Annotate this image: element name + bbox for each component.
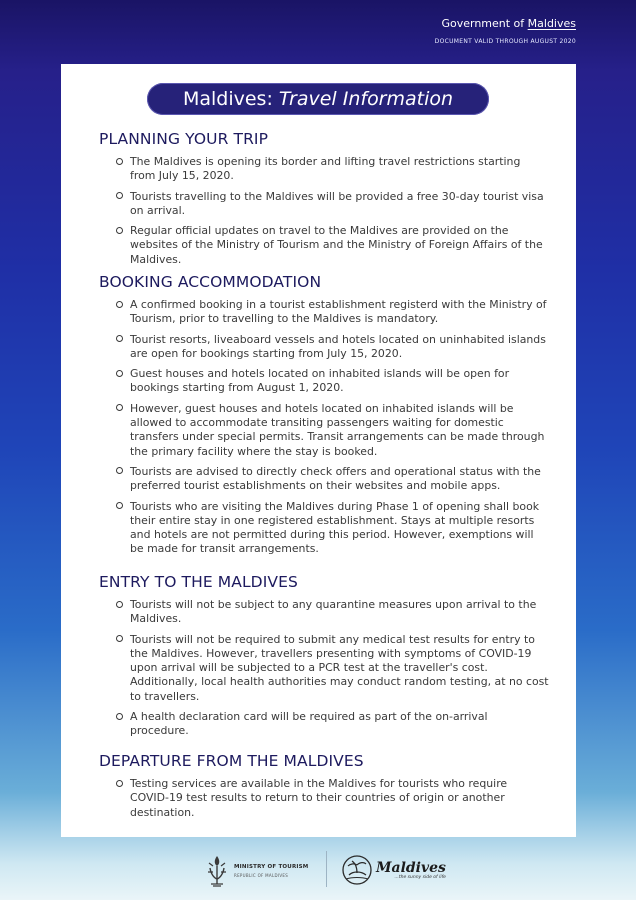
list-item-text: Tourists will not be required to submit any medical test results for entry to the Maldives. However, travellers presenting with symptoms of COVID-19 upon arrival will be subjected to a PCR test at the traveller's cost. Additionally, local health authorities may conduct random testing, at no cost to travellers.: [130, 632, 549, 703]
list-item: [99, 777, 549, 820]
ministry-subtitle: REPUBLIC OF MALDIVES: [234, 873, 289, 878]
circle-bullet-icon: [116, 502, 123, 509]
footer: [0, 848, 636, 898]
list-item: [99, 710, 549, 739]
list-item: [99, 633, 549, 704]
circle-bullet-icon: [116, 635, 123, 642]
circle-bullet-icon: [116, 601, 123, 608]
list-item: [99, 598, 549, 627]
page-title: [147, 83, 489, 115]
government-country: Maldives: [527, 17, 576, 30]
circle-bullet-icon: [116, 227, 123, 234]
section-planning: [99, 130, 549, 267]
section-heading: DEPARTURE FROM THE MALDIVES: [99, 752, 364, 770]
circle-bullet-icon: [116, 467, 123, 474]
list-item-text: Testing services are available in the Maldives for tourists who require COVID-19 test results to return to their countries of origin or another destination.: [130, 777, 508, 819]
list-item: [99, 155, 549, 184]
bullet-list: [99, 598, 549, 739]
footer-divider: [326, 851, 327, 887]
government-header: [435, 17, 576, 45]
list-item-text: Tourists travelling to the Maldives will be provided a free 30-day tourist visa on arrival.: [130, 189, 544, 217]
visit-maldives-logo: [340, 853, 446, 887]
list-item: [99, 500, 549, 557]
brand-tagline: ...the sunny side of life: [394, 874, 446, 880]
list-item-text: Tourists are advised to directly check offers and operational status with the preferred tourist establishments on their websites and mobile apps.: [130, 464, 541, 493]
list-item: [99, 367, 549, 396]
title-italic: Travel Information: [278, 88, 454, 110]
circle-bullet-icon: [116, 301, 123, 308]
list-item-text: Tourists will not be subject to any quarantine measures upon arrival to the Maldives.: [130, 598, 537, 626]
list-item: [99, 402, 549, 459]
circle-bullet-icon: [116, 713, 123, 720]
section-heading: PLANNING YOUR TRIP: [99, 130, 269, 148]
circle-bullet-icon: [116, 335, 123, 342]
circle-bullet-icon: [116, 192, 123, 199]
state-emblem-icon: [205, 854, 229, 888]
list-item-text: Regular official updates on travel to the Maldives are provided on the websites of the Ministry of Tourism and the Ministry of Foreign Affairs of the Maldives.: [130, 224, 543, 266]
list-item: [99, 333, 549, 362]
section-heading: BOOKING ACCOMMODATION: [99, 273, 322, 291]
list-item: [99, 298, 549, 327]
validity-note: DOCUMENT VALID THROUGH AUGUST 2020: [434, 38, 576, 46]
list-item: [99, 465, 549, 494]
list-item-text: A confirmed booking in a tourist establishment registerd with the Ministry of Tourism, prior to travelling to the Maldives is mandatory.: [130, 298, 547, 326]
list-item-text: Tourist resorts, liveaboard vessels and hotels located on uninhabited islands are open for bookings starting from July 15, 2020.: [130, 332, 546, 360]
circle-bullet-icon: [116, 404, 123, 411]
section-heading: ENTRY TO THE MALDIVES: [99, 573, 298, 591]
circle-bullet-icon: [116, 370, 123, 377]
section-entry: [99, 573, 549, 739]
brand-name: Maldives: [376, 859, 446, 876]
list-item: [99, 190, 549, 219]
ministry-name: MINISTRY OF TOURISM: [234, 864, 309, 870]
government-prefix: Government of: [441, 17, 528, 30]
bullet-list: [99, 155, 549, 267]
bullet-list: [99, 777, 549, 820]
sun-palm-logo-icon: [340, 853, 374, 887]
list-item: [99, 224, 549, 267]
list-item-text: The Maldives is opening its border and lifting travel restrictions starting from July 15, 2020.: [130, 155, 521, 183]
list-item-text: A health declaration card will be required as part of the on-arrival procedure.: [130, 710, 488, 738]
section-departure: [99, 752, 549, 820]
document-card: [61, 64, 576, 837]
list-item-text: However, guest houses and hotels located on inhabited islands will be allowed to accommodate transiting passengers waiting for domestic transfers under special permits. Transit arrangements can be made through the primary facility where the stay is booked.: [130, 401, 545, 458]
section-booking: [99, 273, 549, 557]
title-plain: Maldives:: [182, 88, 279, 110]
list-item-text: Guest houses and hotels located on inhabited islands will be open for bookings starting from August 1, 2020.: [130, 367, 510, 395]
government-title: [435, 17, 576, 30]
ministry-logo: [205, 854, 308, 888]
list-item-text: Tourists who are visiting the Maldives during Phase 1 of opening shall book their entire stay in one registered establishment. Stays at multiple resorts and hotels are not permitted during this period. However, exemptions will be made for transit arrangements.: [130, 499, 540, 556]
bullet-list: [99, 298, 549, 557]
circle-bullet-icon: [116, 158, 123, 165]
circle-bullet-icon: [116, 780, 123, 787]
